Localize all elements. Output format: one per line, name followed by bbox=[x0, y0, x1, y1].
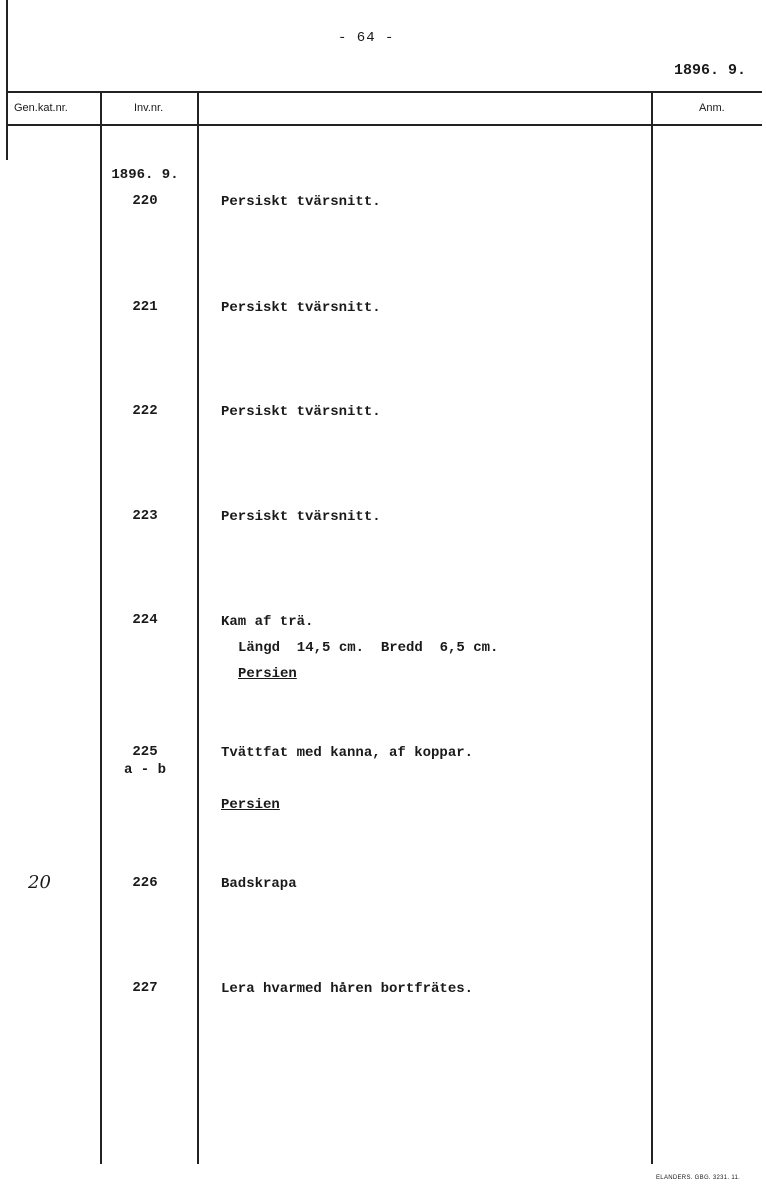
inv-number: 223 bbox=[132, 508, 158, 524]
entry-description: Lera hvarmed håren bortfrätes. bbox=[221, 981, 474, 997]
column-header-anm: Anm. bbox=[699, 102, 725, 114]
header-rule-top bbox=[6, 91, 762, 93]
inv-column-rule bbox=[100, 92, 102, 1164]
inv-subnumber: a - b bbox=[123, 762, 166, 778]
entry-dimensions: Längd 14,5 cm. Bredd 6,5 cm. bbox=[238, 640, 499, 656]
inv-number: 224 bbox=[132, 612, 158, 628]
header-rule-bottom bbox=[6, 124, 762, 126]
entry-description: Badskrapa bbox=[221, 876, 297, 892]
entry-description: Persiskt tvärsnitt. bbox=[221, 194, 381, 210]
entry-description: Persiskt tvärsnitt. bbox=[221, 509, 381, 525]
entry-description: Persiskt tvärsnitt. bbox=[221, 300, 381, 316]
page-number: - 64 - bbox=[338, 30, 395, 46]
entry-description: Kam af trä. bbox=[221, 614, 314, 630]
inv-number: 222 bbox=[132, 403, 158, 419]
left-margin-rule bbox=[6, 0, 8, 160]
entry-description: Tvättfat med kanna, af koppar. bbox=[221, 745, 474, 761]
printer-mark: ELANDERS. GBG. 3231. 11. bbox=[656, 1175, 741, 1181]
inv-number: 221 bbox=[132, 299, 158, 315]
year-reference: 1896. 9. bbox=[674, 62, 747, 79]
inv-number: 225 bbox=[132, 744, 158, 760]
entry-origin: Persien bbox=[221, 797, 280, 813]
gen-kat-number-handwritten: 20 bbox=[28, 872, 51, 893]
entry-origin: Persien bbox=[238, 666, 297, 682]
year-block: 1896. 9. bbox=[111, 167, 179, 183]
desc-column-rule bbox=[197, 92, 199, 1164]
inv-number: 226 bbox=[132, 875, 158, 891]
inv-number: 220 bbox=[132, 193, 158, 209]
inv-number: 227 bbox=[132, 980, 158, 996]
column-header-inv-nr: Inv.nr. bbox=[134, 102, 164, 114]
anm-column-rule bbox=[651, 92, 653, 1164]
entry-description: Persiskt tvärsnitt. bbox=[221, 404, 381, 420]
column-header-gen-kat-nr: Gen.kat.nr. bbox=[14, 102, 68, 114]
